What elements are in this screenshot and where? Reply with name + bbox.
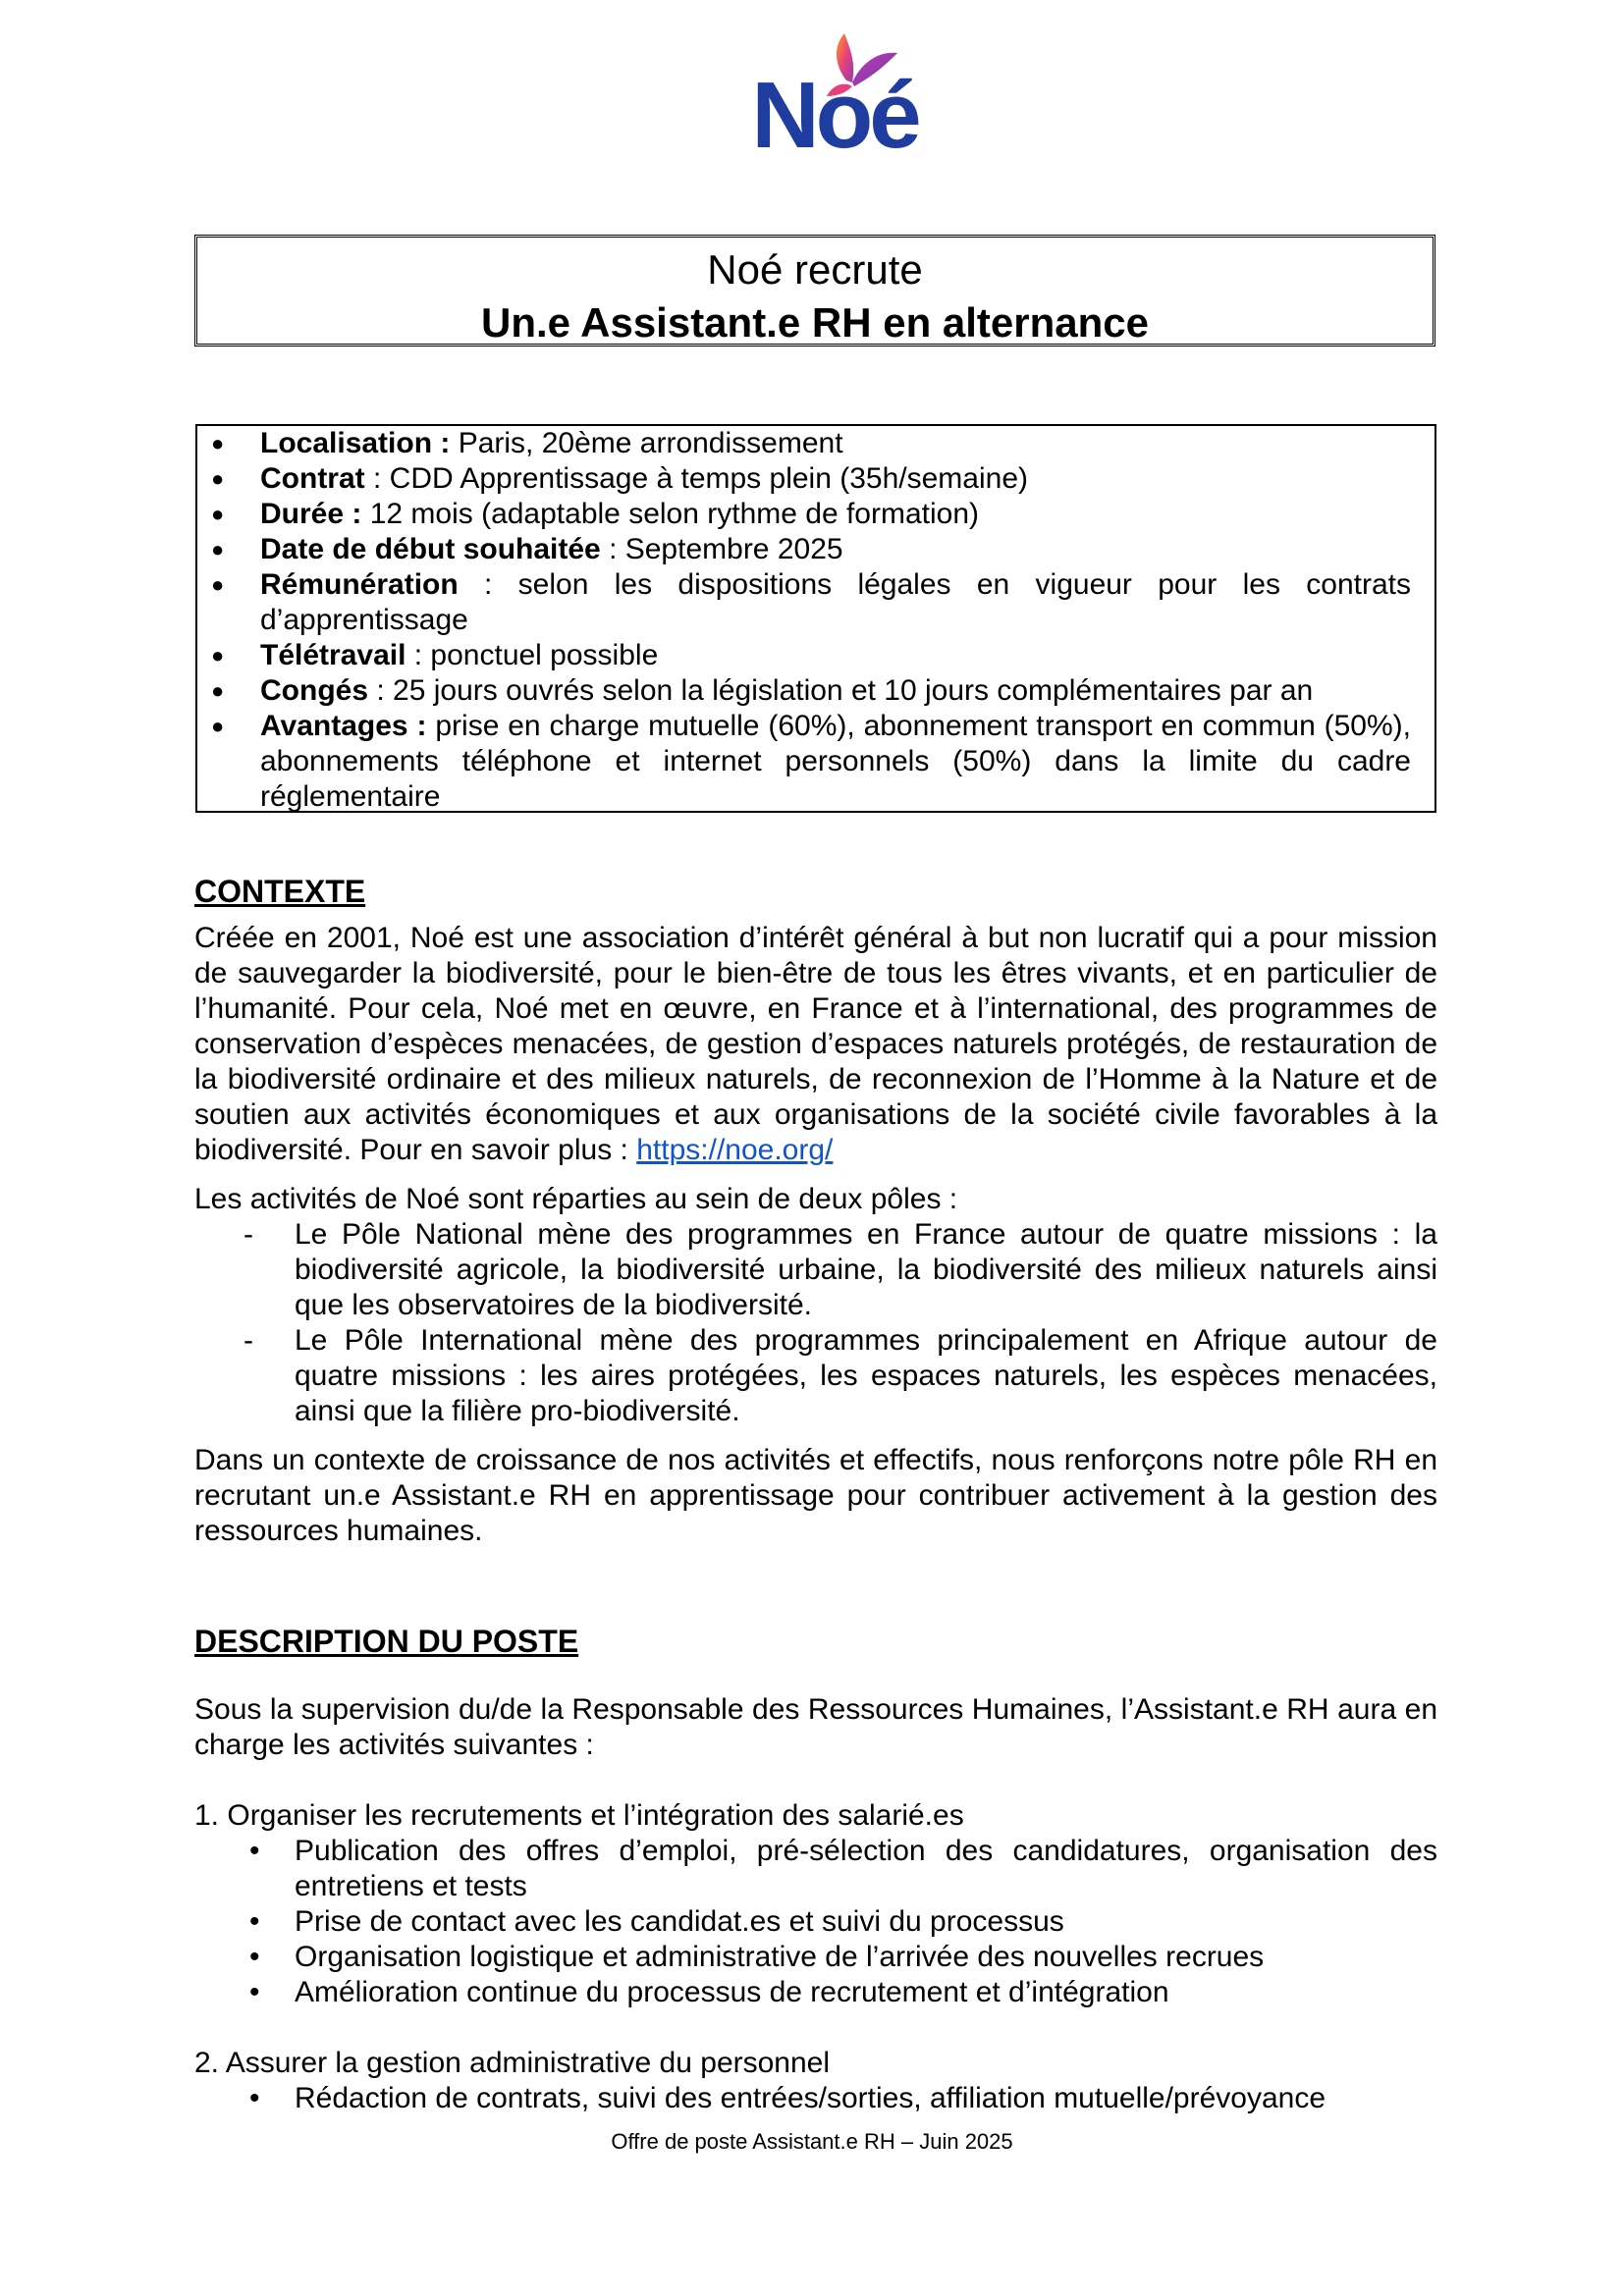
info-label: Congés (260, 674, 369, 707)
section-2-title: 2. Assurer la gestion administrative du personnel (194, 2047, 831, 2079)
dash-icon: - (244, 1324, 253, 1357)
poles-list (194, 1217, 1437, 1429)
info-item-conges (211, 673, 1411, 709)
bullet-icon: ● (211, 643, 225, 667)
bullet-icon: ● (211, 502, 225, 526)
contexte-section (194, 874, 1437, 1549)
contexte-paragraph-3: Dans un contexte de croissance de nos activités et effectifs, nous renforçons notre pôle RH en recrutant un.e Assistant.e RH en apprentissage pour contribuer activement à la gestion des ressources humaines. (194, 1444, 1437, 1547)
bullet-icon: • (249, 1976, 260, 2008)
pole-national-text: Le Pôle National mène des programmes en France autour de quatre missions : la biodiversité agricole, la biodiversité urbaine, la biodiversité des milieux naturels ainsi que les observatoires de la biodiversité. (295, 1218, 1437, 1321)
section-1-list (194, 1834, 1437, 2010)
description-heading: DESCRIPTION DU POSTE (194, 1624, 579, 1659)
info-box (195, 424, 1436, 813)
pole-international-text: Le Pôle International mène des programmes principalement en Afrique autour de quatre missions : les aires protégées, les espaces naturels, les espèces menacées, ainsi que la filière pro-biodiversité. (295, 1324, 1437, 1427)
info-label: Contrat (260, 462, 365, 495)
info-label: Avantages : (260, 710, 427, 742)
info-list (211, 426, 1411, 815)
info-label: Rémunération (260, 568, 459, 601)
bullet-icon: • (249, 1835, 260, 1867)
info-item-localisation (211, 426, 1411, 461)
info-text: : 25 jours ouvrés selon la législation et 10 jours complémentaires par an (368, 674, 1314, 707)
info-text: prise en charge mutuelle (60%), abonnement transport en commun (50%), abonnements téléphone et internet personnels (50%) dans la limite du cadre réglementaire (260, 710, 1411, 813)
info-item-teletravail (211, 638, 1411, 673)
page-footer: Offre de poste Assistant.e RH – Juin 2025 (611, 2129, 1013, 2154)
title-line-2: Un.e Assistant.e RH en alternance (481, 299, 1149, 346)
info-item-contrat (211, 461, 1411, 497)
info-text: : selon les dispositions légales en vigueur pour les contrats d’apprentissage (260, 568, 1411, 636)
list-item-text: Amélioration continue du processus de recrutement et d’intégration (295, 1976, 1169, 2008)
list-item-text: Publication des offres d’emploi, pré-sélection des candidatures, organisation des entretiens et tests (295, 1835, 1437, 1902)
pole-national-item (194, 1217, 1437, 1323)
bullet-icon: ● (211, 714, 225, 738)
info-label: Télétravail (260, 639, 406, 671)
list-item-text: Rédaction de contrats, suivi des entrées/sorties, affiliation mutuelle/prévoyance (295, 2082, 1326, 2114)
contexte-heading: CONTEXTE (194, 874, 366, 909)
info-item-duree (211, 497, 1411, 532)
list-item-text: Organisation logistique et administrative de l’arrivée des nouvelles recrues (295, 1941, 1265, 1973)
bullet-icon: ● (211, 572, 225, 597)
bullet-icon: ● (211, 431, 225, 455)
info-label: Date de début souhaitée (260, 533, 601, 565)
list-item-text: Prise de contact avec les candidat.es et suivi du processus (295, 1905, 1064, 1938)
dash-icon: - (244, 1218, 253, 1251)
bullet-icon: • (249, 1941, 260, 1973)
info-item-remuneration (211, 567, 1411, 638)
noe-website-link[interactable]: https://noe.org/ (636, 1134, 834, 1166)
bullet-icon: ● (211, 537, 225, 561)
bullet-icon: ● (211, 466, 225, 491)
info-label: Localisation : (260, 427, 451, 459)
pole-international-item (194, 1323, 1437, 1429)
list-item (194, 1904, 1437, 1940)
contexte-paragraph-1-text: Créée en 2001, Noé est une association d’intérêt général à but non lucratif qui a pour mission de sauvegarder la biodiversité, pour le bien-être de tous les êtres vivants, et en particulier de l’humanité. Pour cela, Noé met en œuvre, en France et à l’international, des programmes de conservation d’espèces menacées, de gestion d’espaces naturels protégés, de restauration de la biodiversité ordinaire et des milieux naturels, de reconnexion de l’Homme à la Nature et de soutien aux activités économiques et aux organisations de la société civile favorables à la biodiversité. Pour en savoir plus : (194, 922, 1437, 1166)
info-text: 12 mois (adaptable selon rythme de formation) (361, 498, 980, 530)
section-2-list (194, 2081, 1437, 2116)
contexte-paragraph-2: Les activités de Noé sont réparties au sein de deux pôles : (194, 1183, 958, 1215)
list-item (194, 1834, 1437, 1904)
bullet-icon: ● (211, 678, 225, 703)
info-item-avantages (211, 709, 1411, 815)
description-section (194, 1624, 1437, 2116)
list-item (194, 2081, 1437, 2116)
noe-logo (736, 26, 933, 173)
title-line-1: Noé recrute (707, 246, 923, 293)
description-intro: Sous la supervision du/de la Responsable des Ressources Humaines, l’Assistant.e RH aura en charge les activités suivantes : (194, 1693, 1437, 1761)
bullet-icon: • (249, 1905, 260, 1938)
info-text: Paris, 20ème arrondissement (450, 427, 843, 459)
logo-text: Noé (751, 63, 918, 168)
list-item (194, 1975, 1437, 2010)
section-1-title: 1. Organiser les recrutements et l’intégration des salarié.es (194, 1799, 964, 1832)
info-text: : CDD Apprentissage à temps plein (35h/semaine) (364, 462, 1028, 495)
info-text: : Septembre 2025 (600, 533, 843, 565)
title-box (194, 235, 1435, 347)
info-label: Durée : (260, 498, 362, 530)
info-text: : ponctuel possible (406, 639, 659, 671)
contexte-paragraph-1 (194, 921, 1437, 1168)
info-item-date-debut (211, 532, 1411, 567)
list-item (194, 1940, 1437, 1975)
bullet-icon: • (249, 2082, 260, 2114)
